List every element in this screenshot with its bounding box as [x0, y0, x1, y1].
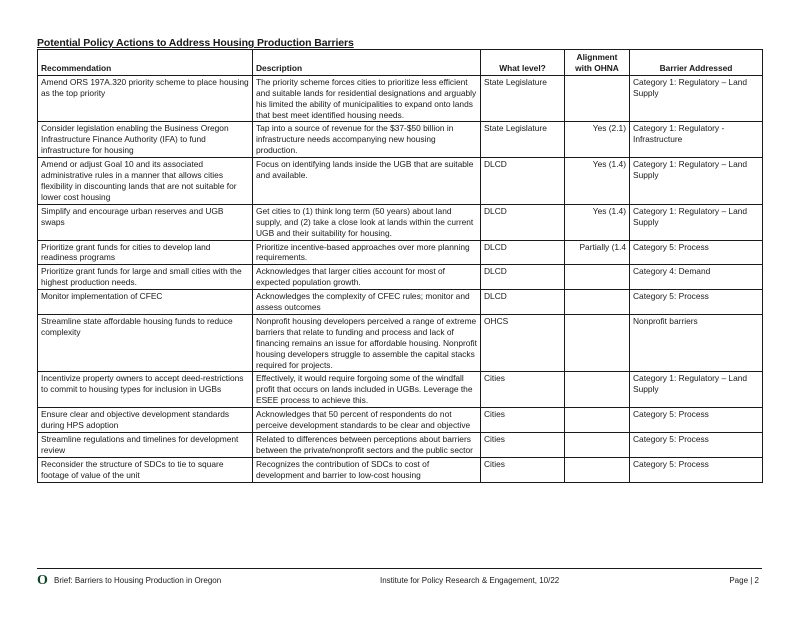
cell-level: DLCD: [481, 240, 565, 265]
cell-alignment: Yes (2.1): [565, 122, 630, 158]
cell-description: Prioritize incentive-based approaches over more planning requirements.: [253, 240, 481, 265]
cell-barrier: Category 5: Process: [630, 433, 763, 458]
cell-level: State Legislature: [481, 75, 565, 122]
cell-alignment: Yes (1.4): [565, 204, 630, 240]
uo-logo-icon: O: [37, 573, 48, 588]
header-barrier: Barrier Addressed: [630, 50, 763, 76]
cell-recommendation: Simplify and encourage urban reserves and UGB swaps: [38, 204, 253, 240]
cell-alignment: [565, 314, 630, 372]
cell-alignment: [565, 408, 630, 433]
cell-barrier: Category 1: Regulatory - Infrastructure: [630, 122, 763, 158]
cell-barrier: Category 1: Regulatory – Land Supply: [630, 204, 763, 240]
header-recommendation: Recommendation: [38, 50, 253, 76]
cell-alignment: [565, 290, 630, 315]
table-row: [38, 204, 763, 240]
cell-recommendation: Monitor implementation of CFEC: [38, 290, 253, 315]
table-row: [38, 240, 763, 265]
table-row: [38, 433, 763, 458]
cell-alignment: [565, 457, 630, 482]
cell-recommendation: Reconsider the structure of SDCs to tie to square footage of value of the unit: [38, 457, 253, 482]
table-row: [38, 75, 763, 122]
cell-alignment: Partially (1.4: [565, 240, 630, 265]
page-footer: [37, 568, 762, 591]
table-row: [38, 158, 763, 205]
cell-barrier: Category 1: Regulatory – Land Supply: [630, 372, 763, 408]
cell-description: Nonprofit housing developers perceived a range of extreme barriers that relate to funding and process and lack of financing remains an issue for affordable housing. Nonprofit housing developers struggle to assemble the capital stacks required for projects.: [253, 314, 481, 372]
cell-recommendation: Incentivize property owners to accept deed-restrictions to commit to housing types for inclusion in UGBs: [38, 372, 253, 408]
cell-level: Cities: [481, 408, 565, 433]
cell-description: Focus on identifying lands inside the UGB that are suitable and available.: [253, 158, 481, 205]
cell-description: Effectively, it would require forgoing some of the windfall profit that occurs on lands included in UGBs. Leverage the ESEE process to achieve this.: [253, 372, 481, 408]
table-row: [38, 314, 763, 372]
table-row: [38, 408, 763, 433]
cell-level: DLCD: [481, 158, 565, 205]
cell-alignment: [565, 372, 630, 408]
cell-description: Acknowledges the complexity of CFEC rules; monitor and assess outcomes: [253, 290, 481, 315]
cell-barrier: Category 5: Process: [630, 290, 763, 315]
table-row: [38, 122, 763, 158]
table-row: [38, 265, 763, 290]
cell-description: Tap into a source of revenue for the $37-$50 billion in infrastructure needs accompanying new housing production.: [253, 122, 481, 158]
document-title: Potential Policy Actions to Address Housing Production Barriers: [37, 37, 354, 49]
cell-description: Recognizes the contribution of SDCs to cost of development and barrier to low-cost housing: [253, 457, 481, 482]
cell-recommendation: Consider legislation enabling the Business Oregon Infrastructure Finance Authority (IFA) to fund infrastructure for housing: [38, 122, 253, 158]
cell-barrier: Category 1: Regulatory – Land Supply: [630, 158, 763, 205]
cell-alignment: Yes (1.4): [565, 158, 630, 205]
cell-description: The priority scheme forces cities to prioritize less efficient and suitable lands for residential designations and arguably his limited the ability of municipalities to expand onto lands that best meet identified housing needs.: [253, 75, 481, 122]
table-body: [38, 75, 763, 482]
cell-description: Get cities to (1) think long term (50 years) about land supply, and (2) take a close look at lands within the current UGB and their suitability for housing.: [253, 204, 481, 240]
table-header-row: [38, 50, 763, 76]
cell-recommendation: Amend ORS 197A.320 priority scheme to place housing as the top priority: [38, 75, 253, 122]
footer-institute: Institute for Policy Research & Engagement, 10/22: [380, 576, 560, 585]
cell-level: DLCD: [481, 265, 565, 290]
cell-level: Cities: [481, 433, 565, 458]
table-row: [38, 372, 763, 408]
cell-level: State Legislature: [481, 122, 565, 158]
cell-alignment: [565, 75, 630, 122]
cell-recommendation: Streamline state affordable housing funds to reduce complexity: [38, 314, 253, 372]
table-row: [38, 457, 763, 482]
cell-recommendation: Streamline regulations and timelines for development review: [38, 433, 253, 458]
table-row: [38, 290, 763, 315]
cell-recommendation: Prioritize grant funds for large and small cities with the highest production needs.: [38, 265, 253, 290]
cell-barrier: Category 5: Process: [630, 240, 763, 265]
header-description: Description: [253, 50, 481, 76]
cell-level: Cities: [481, 457, 565, 482]
cell-recommendation: Amend or adjust Goal 10 and its associated administrative rules in a manner that allows cities flexibility in discounting lands that are not suitable for lower cost housing: [38, 158, 253, 205]
cell-barrier: Category 4: Demand: [630, 265, 763, 290]
cell-barrier: Category 5: Process: [630, 457, 763, 482]
cell-level: DLCD: [481, 204, 565, 240]
header-level: What level?: [481, 50, 565, 76]
cell-description: Acknowledges that larger cities account for most of expected population growth.: [253, 265, 481, 290]
cell-level: OHCS: [481, 314, 565, 372]
footer-page-number: Page | 2: [729, 576, 759, 585]
policy-actions-table: [37, 49, 763, 483]
cell-recommendation: Ensure clear and objective development standards during HPS adoption: [38, 408, 253, 433]
cell-recommendation: Prioritize grant funds for cities to develop land readiness programs: [38, 240, 253, 265]
cell-barrier: Category 1: Regulatory – Land Supply: [630, 75, 763, 122]
footer-brief-title: Brief: Barriers to Housing Production in Oregon: [54, 576, 222, 585]
cell-alignment: [565, 433, 630, 458]
cell-level: DLCD: [481, 290, 565, 315]
header-alignment: Alignment with OHNA: [565, 50, 630, 76]
cell-barrier: Category 5: Process: [630, 408, 763, 433]
cell-alignment: [565, 265, 630, 290]
cell-description: Acknowledges that 50 percent of respondents do not perceive development standards to be clear and objective: [253, 408, 481, 433]
cell-barrier: Nonprofit barriers: [630, 314, 763, 372]
cell-description: Related to differences between perceptions about barriers between the private/nonprofit sectors and the public sector: [253, 433, 481, 458]
cell-level: Cities: [481, 372, 565, 408]
